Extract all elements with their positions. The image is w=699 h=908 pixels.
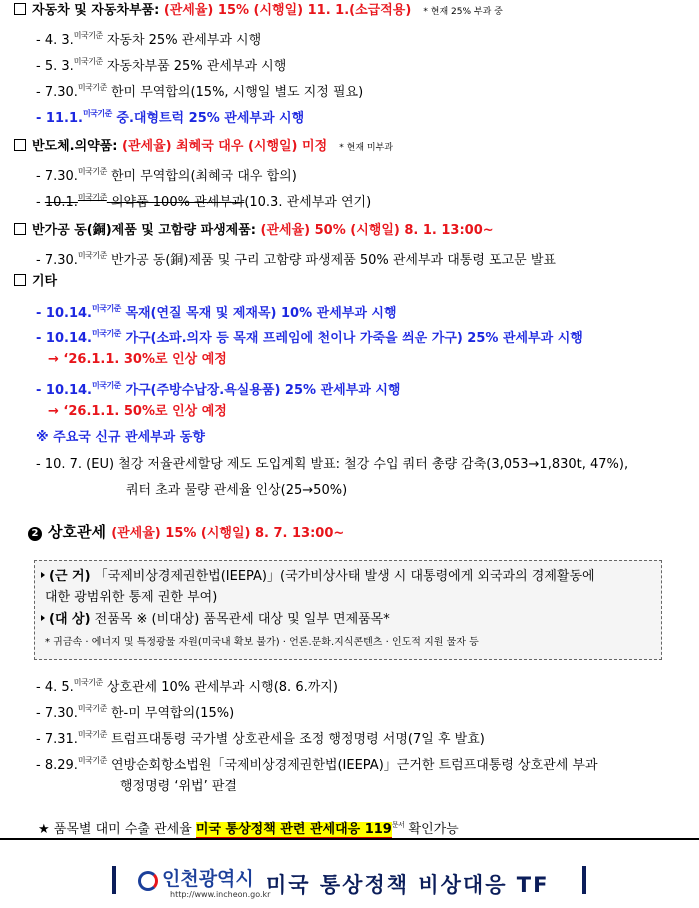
target-line: (대 상) 전품목 ※ (비대상) 품목관세 대상 및 일부 면제품목* [41,611,661,629]
section-semiconductor-heading: 반도체.의약품: (관세율) 최혜국 대우 (시행일) 미정 * 현재 미부과 [14,138,699,157]
incheon-logo-icon [138,871,158,891]
info-box [34,560,662,660]
footer-divider [0,838,699,840]
list-item: - 7.30.$^{미국기준}$ 반가공 동(銅)제품 및 구리 고함량 파생제품 50% 관세부과 대통령 포고문 발표 [36,251,556,268]
footer-bar-right [582,866,586,894]
list-item: - 8.29.$^{미국기준}$ 연방순회항소법원「국제비상경제권한법(IEEPA)」근거한 트럼프대통령 상호관세 부과 [36,756,598,773]
basis-line-2: 대한 광범위한 통제 권한 부여) [45,590,218,605]
checkbox-square-icon [14,3,26,15]
footer-bar-left [112,866,116,894]
list-item: - 7.30.$^{미국기준}$ 한미 무역합의(15%, 시행일 별도 지정 필요) [36,83,364,100]
list-item: - 11.1.$^{미국기준}$ 중.대형트럭 25% 관세부과 시행 [36,109,305,126]
number-badge: 2 [28,527,42,541]
list-item: - 7.30.$^{미국기준}$ 한-미 무역합의(15%) [36,704,235,721]
section-reciprocal-heading: 2 상호관세 (관세율) 15% (시행일) 8. 7. 13:00~ [28,522,699,544]
list-item: - 7.31.$^{미국기준}$ 트럼프대통령 국가별 상호관세을 조정 행정명령 서명(7일 후 발효) [36,730,485,747]
footer-title: 미국 통상정책 비상대응 TF [266,873,550,897]
note-line: 쿼터 초과 물량 관세율 인상(25→50%) [126,483,348,498]
list-item: - 4. 3.$^{미국기준}$ 자동차 25% 관세부과 시행 [36,31,262,48]
star-note: ★ 품목별 대미 수출 관세율 미국 통상정책 관련 관세대응 $119^{문서}$ 확인가능 [38,821,459,837]
list-item-note: → ‘26.1.1. 30%로 인상 예정 [48,352,227,367]
list-item: - 5. 3.$^{미국기준}$ 자동차부품 25% 관세부과 시행 [36,57,287,74]
list-item-cont: 행정명령 ‘위법’ 판결 [120,779,237,794]
list-item: - 4. 5.$^{미국기준}$ 상호관세 10% 관세부과 시행(8. 6.까지) [36,678,338,695]
list-item: - 10.14.$^{미국기준}$ 가구(소파.의자 등 목재 프레임에 천이나 가죽을 씌운 가구) 25% 관세부과 시행 [36,329,583,346]
logo-name: 인천광역시 [162,868,254,890]
note-heading: ※ 주요국 신규 관세부과 동향 [36,430,205,445]
triangle-bullet-icon [41,572,45,578]
checkbox-square-icon [14,223,26,235]
checkbox-square-icon [14,139,26,151]
list-item-note: → ‘26.1.1. 50%로 인상 예정 [48,404,227,419]
section-copper-heading: 반가공 동(銅)제품 및 고함량 파생제품: (관세율) 50% (시행일) 8. 1. 13:00~ [14,222,699,240]
list-item: - 10.14.$^{미국기준}$ 목재(연질 목재 및 제재목) 10% 관세부과 시행 [36,304,397,321]
triangle-bullet-icon [41,615,45,621]
section-auto-heading: 자동차 및 자동차부품: (관세율) 15% (시행일) 11. 1.(소급적용) * 현재 25% 부과 중 [14,2,699,21]
logo-url: http://www.incheon.go.kr [170,890,271,899]
section-other-heading: 기타 [14,273,699,291]
list-item: - 10.1.$^{미국기준}$ 의약품 100% 관세부과(10.3. 관세부과 연기) [36,193,372,210]
checkbox-square-icon [14,274,26,286]
basis-line: (근 거) 「국제비상경제권한법(IEEPA)」(국가비상사태 발생 시 대통령에게 외국과의 경제활동에 [41,568,661,586]
list-item: - 10.14.$^{미국기준}$ 가구(주방수납장.욕실용품) 25% 관세부과 시행 [36,381,401,398]
highlight-link[interactable]: 미국 통상정책 관련 관세대응 119 [195,822,392,837]
list-item: - 7.30.$^{미국기준}$ 한미 무역합의(최혜국 대우 합의) [36,167,297,184]
exempt-line: * 귀금속 · 에너지 및 특정광물 자원(미국내 확보 불가) · 언론.문화.지식콘텐츠 · 인도적 지원 물자 등 [45,637,479,648]
note-line: - 10. 7. (EU) 철강 저율관세할당 제도 도입계획 발표: 철강 수입 쿼터 총량 감축(3,053→1,830t, 47%), [36,457,629,472]
